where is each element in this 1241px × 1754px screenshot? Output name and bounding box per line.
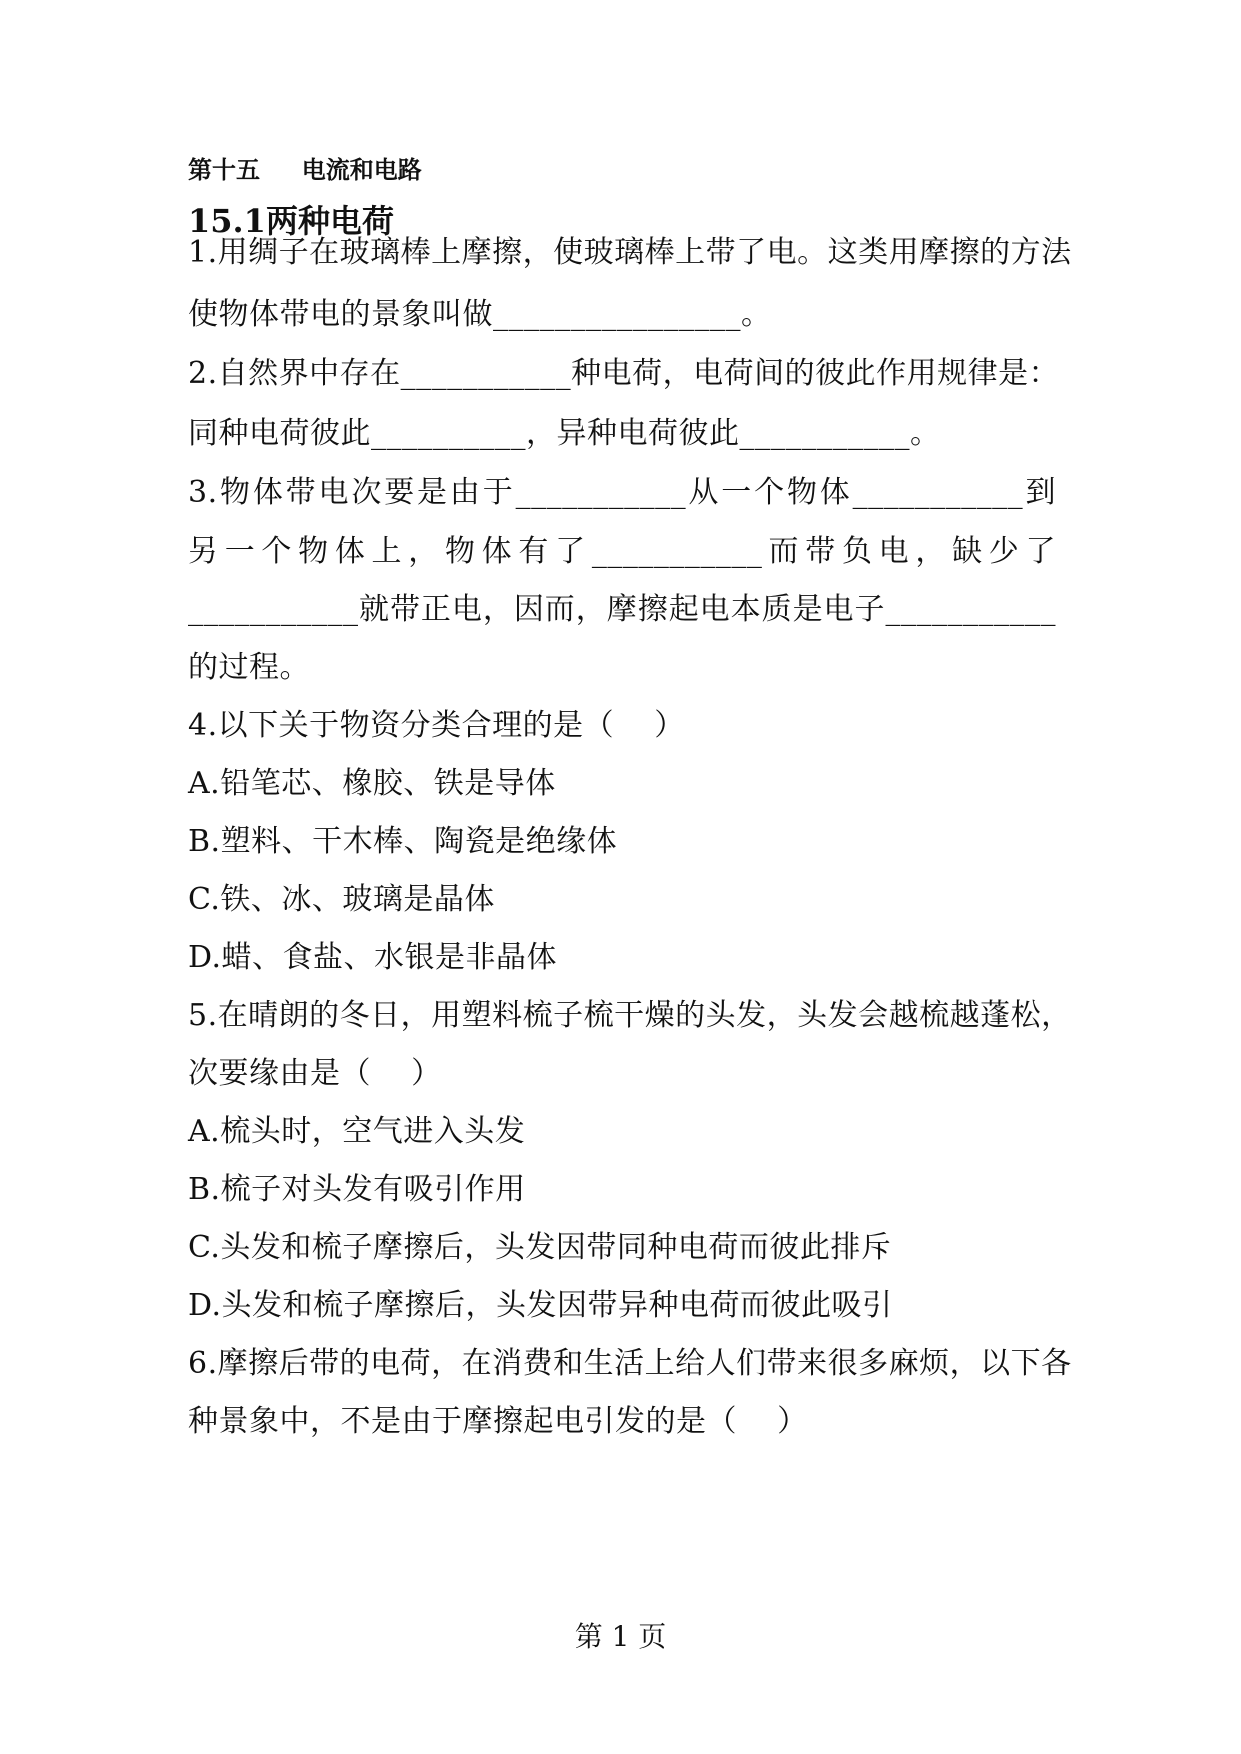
question-5-option-c: C.头发和梳子摩擦后，头发因带同种电荷而彼此排斥: [188, 1230, 892, 1265]
section-title: 15.1两种电荷: [188, 202, 394, 240]
question-4-option-a: A.铅笔芯、橡胶、铁是导体: [188, 766, 556, 801]
page-number: 第 1 页: [574, 1620, 667, 1653]
question-6-stem-line-1: 6.摩擦后带的电荷，在消费和生活上给人们带来很多麻烦，以下各: [188, 1346, 1072, 1381]
question-4-option-c: C.铁、冰、玻璃是晶体: [188, 882, 495, 917]
question-2-line-1: 2.自然界中存在___________种电荷，电荷间的彼此作用规律是：: [188, 356, 1060, 391]
question-4-stem: 4.以下关于物资分类合理的是（ ）: [188, 708, 685, 743]
chapter-title: 第十五 电流和电路: [188, 155, 422, 184]
question-3-line-3: ___________就带正电，因而，摩擦起电本质是电子___________: [188, 592, 1056, 627]
question-1-line-1: 1.用绸子在玻璃棒上摩擦，使玻璃棒上带了电。这类用摩擦的方法: [188, 235, 1072, 270]
question-1-line-2: 使物体带电的景象叫做________________。: [188, 297, 772, 332]
question-3-line-1: 3.物体带电次要是由于___________从一个物体___________到: [188, 475, 1056, 510]
question-3-line-4: 的过程。: [188, 650, 310, 685]
question-5-option-d: D.头发和梳子摩擦后，头发因带异种电荷而彼此吸引: [188, 1288, 893, 1323]
question-2-line-2: 同种电荷彼此__________，异种电荷彼此___________。: [188, 416, 941, 451]
question-5-option-a: A.梳头时，空气进入头发: [188, 1114, 526, 1149]
question-4-option-d: D.蜡、食盐、水银是非晶体: [188, 940, 558, 975]
question-5-stem-line-2: 次要缘由是（ ）: [188, 1056, 442, 1091]
question-4-option-b: B.塑料、干木棒、陶瓷是绝缘体: [188, 824, 618, 859]
question-6-stem-line-2: 种景象中，不是由于摩擦起电引发的是（ ）: [188, 1404, 808, 1439]
question-5-stem-line-1: 5.在晴朗的冬日，用塑料梳子梳干燥的头发，头发会越梳越蓬松，: [188, 998, 1072, 1033]
question-3-line-2: 另一个物体上，物体有了___________而带负电，缺少了: [188, 534, 1056, 569]
question-5-option-b: B.梳子对头发有吸引作用: [188, 1172, 526, 1207]
